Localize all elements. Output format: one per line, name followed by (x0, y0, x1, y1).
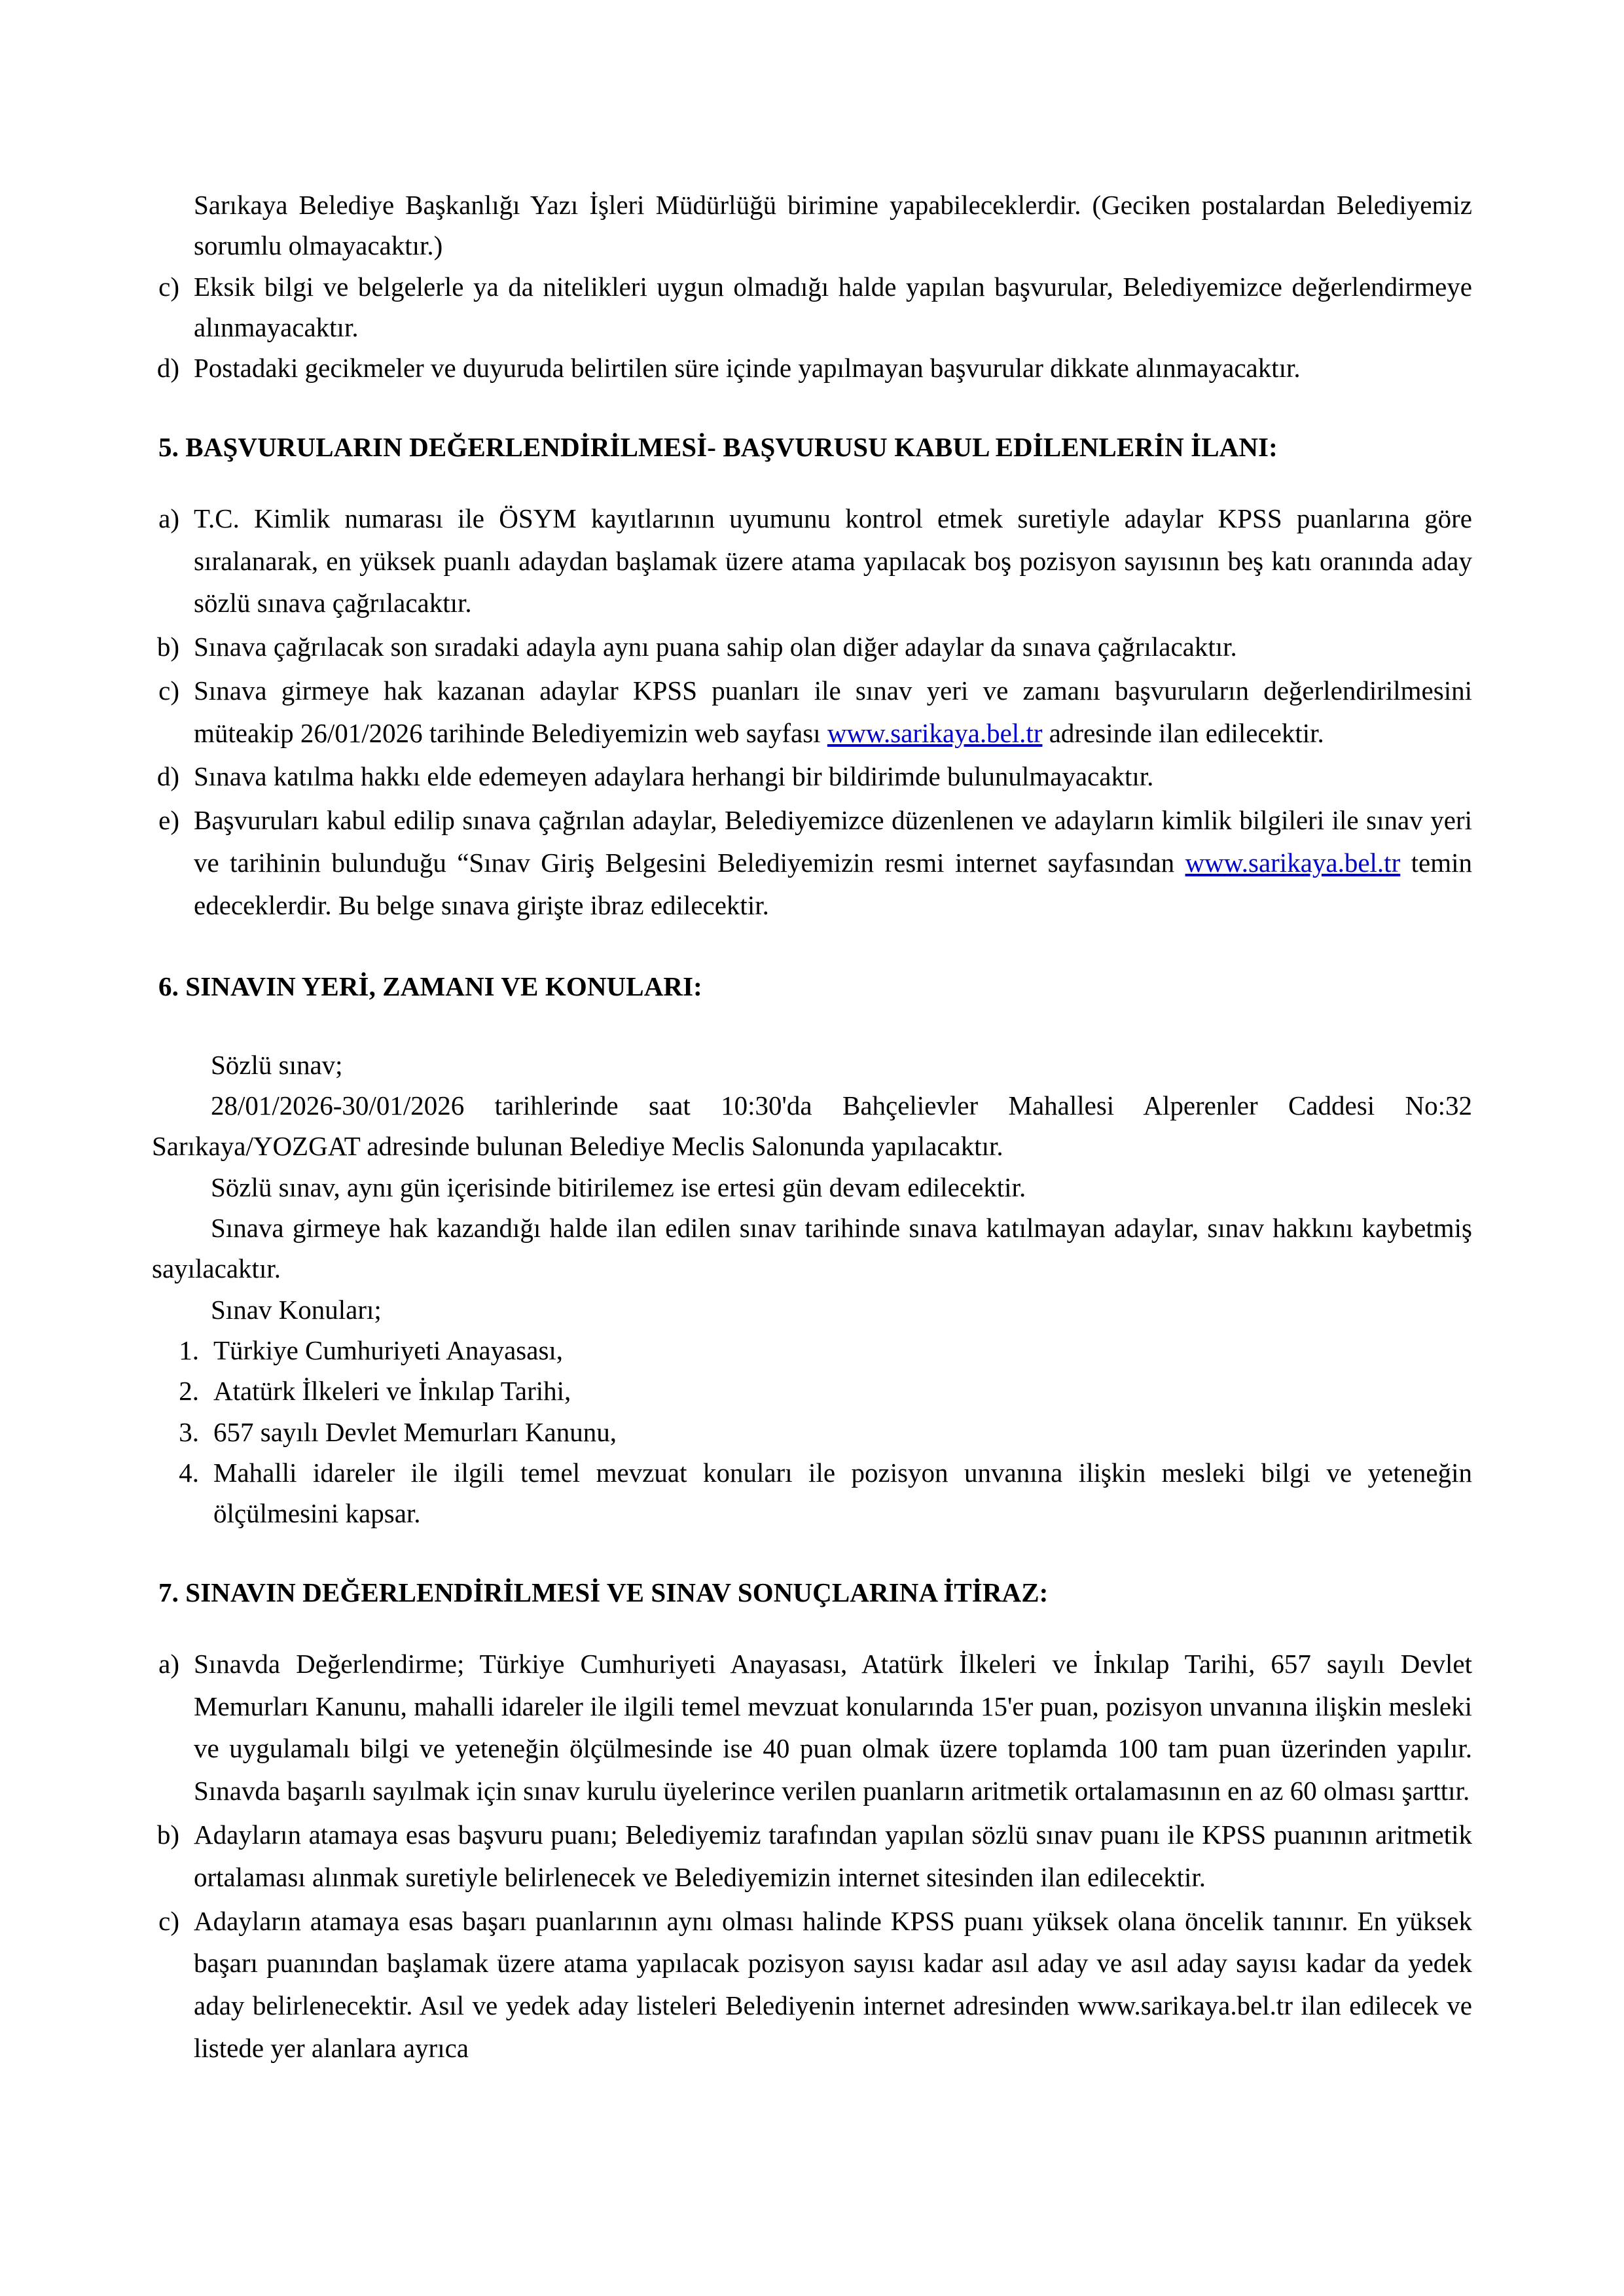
section-5-heading: 5. BAŞVURULARIN DEĞERLENDİRİLMESİ- BAŞVURUSU KABUL EDİLENLERİN İLANI: (158, 431, 1278, 462)
list-item (152, 497, 1472, 624)
list-item-text (194, 1900, 1472, 2070)
list-item-text: Adayların atamaya esas başvuru puanı; Belediyemiz tarafından yapılan sözlü sınav puanı ile KPSS puanının aritmetik ortalaması alınmak suretiyle belirlenecek ve Belediyemizin internet sitesinden ilan edilecektir. (194, 1819, 1472, 1892)
list-item (152, 1900, 1472, 2070)
section-5-list (152, 497, 1472, 927)
list-item-text: Mahalli idareler ile ilgili temel mevzuat konuları ile pozisyon unvanına ilişkin mesleki bilgi ve yeteneğin ölçülmesini kapsar. (213, 1457, 1472, 1529)
list-marker: a) (158, 1648, 179, 1679)
section-6-paragraph-sozlu-sinav: Sözlü sınav; (211, 1049, 343, 1080)
text-after-link: adresinde ilan edilecektir. (1042, 717, 1324, 748)
section-6-paragraph-continuation: Sözlü sınav, aynı gün içerisinde bitirilemez ise ertesi gün devam edilecektir. (211, 1172, 1026, 1202)
list-item-text: Türkiye Cumhuriyeti Anayasası, (213, 1335, 564, 1366)
text-after-link: ilan edilecek ve listede yer alanlara ayrıca (194, 1990, 1472, 2063)
list-item-text (194, 670, 1472, 755)
list-item-text: Sınava çağrılacak son sıradaki adayla aynı puana sahip olan diğer adaylar da sınava çağrılacaktır. (194, 632, 1237, 662)
section-6-paragraph-absentees: Sınava girmeye hak kazandığı halde ilan edilen sınav tarihinde sınava katılmayan adaylar, sınav hakkını kaybetmiş sayılacaktır. (152, 1213, 1472, 1284)
list-item (152, 799, 1472, 926)
section-6-paragraph-date-place: 28/01/2026-30/01/2026 tarihlerinde saat 10:30'da Bahçelievler Mahallesi Alperenler Caddesi No:32 Sarıkaya/YOZGAT adresinde bulunan Belediye Meclis Salonunda yapılacaktır. (152, 1090, 1472, 1162)
list-marker: 1. (179, 1335, 199, 1366)
list-item (152, 1330, 1472, 1371)
list-item-text: T.C. Kimlik numarası ile ÖSYM kayıtlarının uyumunu kontrol etmek suretiyle adaylar KPSS puanlarına göre sıralanarak, en yüksek puanlı adaydan başlamak üzere atama yapılacak boş pozisyon sayısının beş katı oranında aday sözlü sınava çağrılacaktır. (194, 503, 1472, 619)
list-marker: d) (156, 761, 179, 792)
text-before-link: Adayların atamaya esas başarı puanlarının aynı olması halinde KPSS puanı yüksek olana öncelik tanınır. En yüksek başarı puanından başlamak üzere atama yapılacak pozisyon sayısı kadar asıl aday ve asıl aday sayısı kadar da yedek aday belirlenecektir. Asıl ve yedek aday listeleri Belediyenin internet adresinden (194, 1905, 1472, 2021)
spacer (152, 467, 1472, 497)
list-marker: c) (158, 675, 179, 706)
list-item (152, 266, 1472, 348)
website-url-text: www.sarikaya.bel.tr (1077, 1990, 1293, 2021)
list-marker: c) (158, 1905, 179, 1936)
list-marker: 4. (179, 1457, 199, 1488)
list-item (152, 626, 1472, 668)
website-link[interactable]: www.sarikaya.bel.tr (827, 717, 1043, 748)
list-item-text (194, 799, 1472, 926)
continued-paragraph: Sarıkaya Belediye Başkanlığı Yazı İşleri Müdürlüğü birimine yapabileceklerdir. (Geciken postalardan Belediyemiz sorumlu olmayacaktır.) (194, 190, 1472, 261)
list-item-text: Eksik bilgi ve belgelerle ya da nitelikleri uygun olmadığı halde yapılan başvurular, Belediyemizce değerlendirmeye alınmayacaktır. (194, 271, 1472, 342)
list-marker: b) (156, 632, 179, 662)
list-item (152, 1643, 1472, 1812)
website-link[interactable]: www.sarikaya.bel.tr (1185, 848, 1401, 878)
document-body (152, 185, 1472, 2070)
list-item-text: Sınavda Değerlendirme; Türkiye Cumhuriyeti Anayasası, Atatürk İlkeleri ve İnkılap Tarihi, 657 sayılı Devlet Memurları Kanunu, mahalli idareler ile ilgili temel mevzuat konularında 15'er puan, pozisyon unvanına ilişkin mesleki ve uygulamalı bilgi ve yeteneğin ölçülmesinde ise 40 puan olmak üzere toplamda 100 tam puan üzerinden yapılır. Sınavda başarılı sayılmak için sınav kurulu üyelerince verilen puanların aritmetik ortalamasının en az 60 olması şarttır. (194, 1648, 1472, 1806)
section-6-heading: 6. SINAVIN YERİ, ZAMANI VE KONULARI: (158, 971, 702, 1001)
list-item (152, 1371, 1472, 1411)
top-block-list (152, 266, 1472, 389)
list-marker: a) (158, 503, 179, 533)
spacer (152, 928, 1472, 966)
list-marker: d) (156, 353, 179, 384)
list-item (152, 1452, 1472, 1534)
list-item (152, 670, 1472, 755)
text-before-link: Başvuruları kabul edilip sınava çağrılan adaylar, Belediyemizce düzenlenen ve adayların kimlik bilgileri ile sınav yeri ve tarihinin bulunduğu “Sınav Giriş Belgesini Belediyemizin resmi internet sayfasından (194, 805, 1472, 878)
list-item (152, 1814, 1472, 1899)
list-marker: c) (158, 271, 179, 302)
list-item (152, 755, 1472, 798)
list-marker: e) (158, 805, 179, 836)
spacer (152, 1613, 1472, 1643)
section-6-paragraph-topics-label: Sınav Konuları; (211, 1294, 382, 1325)
list-marker: 2. (179, 1376, 199, 1407)
text-after-link: temin edeceklerdir. Bu belge sınava girişte ibraz edilecektir. (194, 848, 1473, 920)
spacer (152, 1534, 1472, 1572)
list-item (152, 348, 1472, 388)
list-item-text: Postadaki gecikmeler ve duyuruda belirtilen süre içinde yapılmayan başvurular dikkate alınmayacaktır. (194, 353, 1301, 384)
list-item-text: Sınava katılma hakkı elde edemeyen adaylara herhangi bir bildirimde bulunulmayacaktır. (194, 761, 1154, 792)
list-marker: b) (156, 1819, 179, 1850)
list-marker: 3. (179, 1416, 199, 1447)
list-item (152, 1412, 1472, 1452)
spacer (152, 1007, 1472, 1045)
section-6-topics-list (152, 1330, 1472, 1534)
spacer (152, 389, 1472, 427)
list-item-text: 657 sayılı Devlet Memurları Kanunu, (213, 1416, 617, 1447)
section-7-heading: 7. SINAVIN DEĞERLENDİRİLMESİ VE SINAV SONUÇLARINA İTİRAZ: (158, 1577, 1049, 1607)
text-before-link: Sınava girmeye hak kazanan adaylar KPSS puanları ile sınav yeri ve zamanı başvuruların değerlendirilmesini müteakip 26/01/2026 tarihinde Belediyemizin web sayfası (194, 675, 1472, 748)
list-item-text: Atatürk İlkeleri ve İnkılap Tarihi, (213, 1376, 571, 1407)
section-7-list (152, 1643, 1472, 2070)
